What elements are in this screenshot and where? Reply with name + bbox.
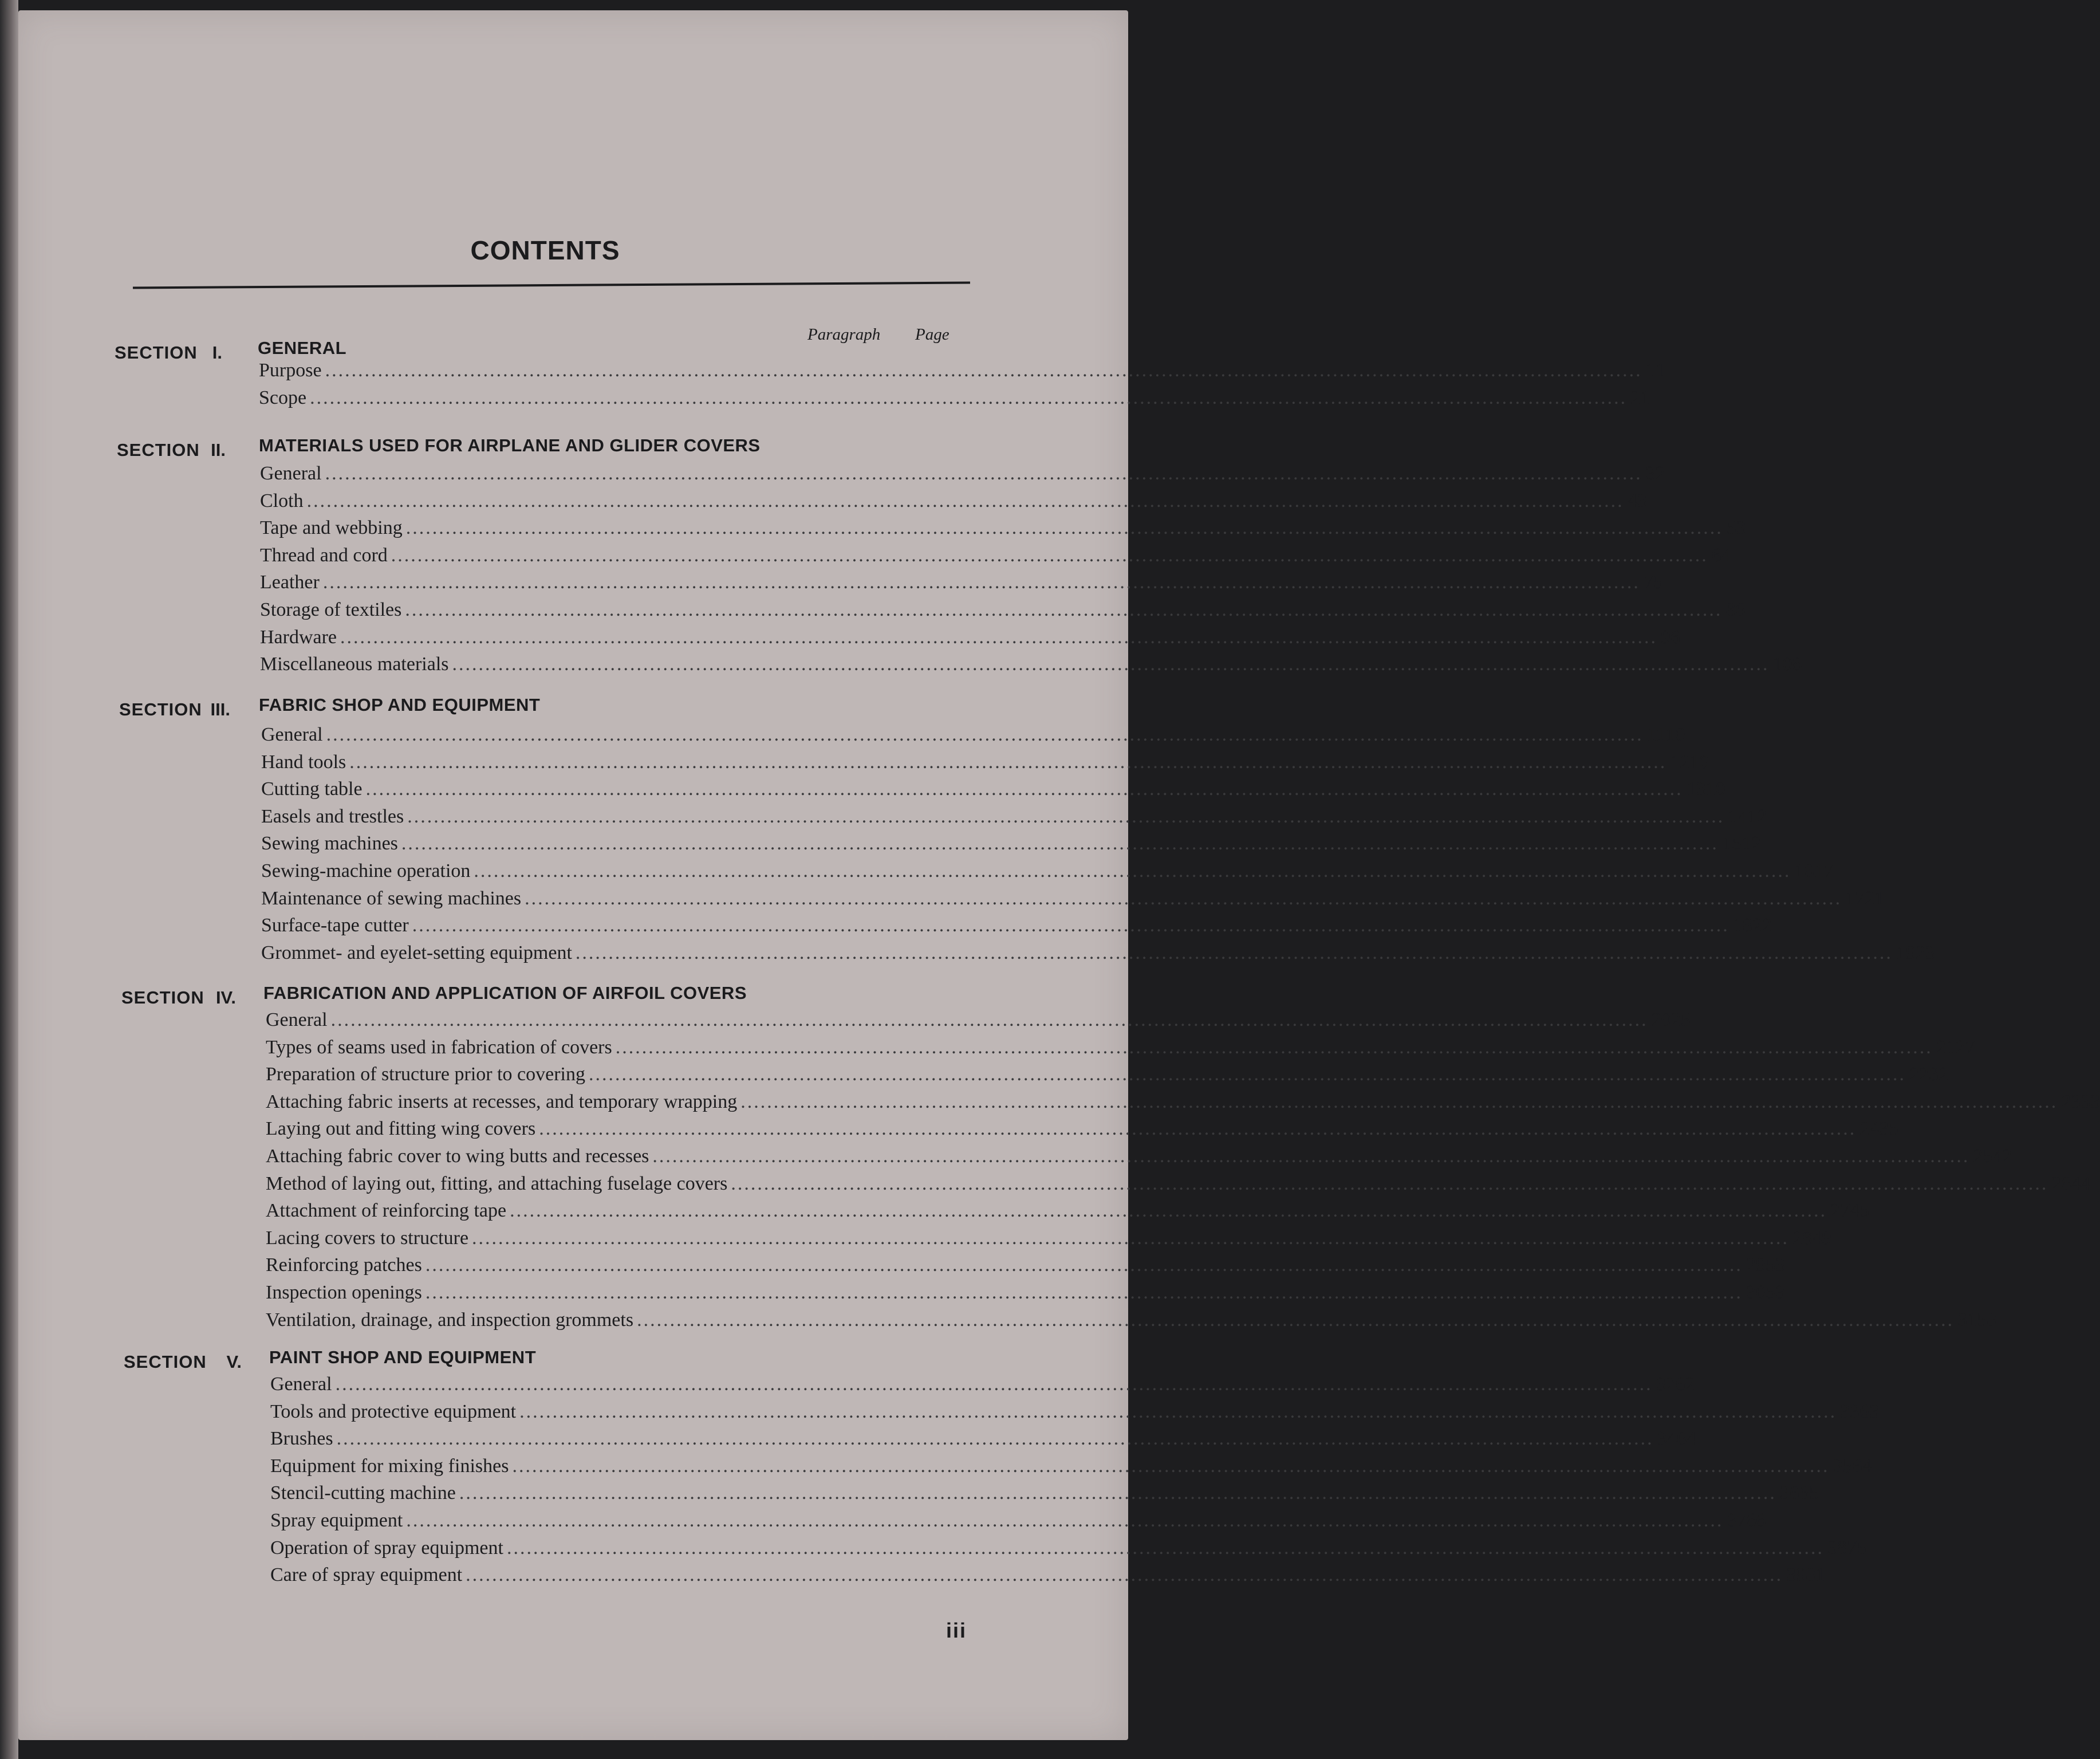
- toc-entry[interactable]: [261, 778, 1725, 804]
- dot-leader: ........................................................................................................................................................................................................: [615, 1036, 1933, 1058]
- toc-entry-page: 1: [1640, 387, 1650, 408]
- dot-leader: ........................................................................................................................................................................................................: [349, 751, 1667, 773]
- toc-entry-page: 65: [1799, 1482, 1819, 1504]
- toc-entry-label: General: [266, 1009, 328, 1030]
- section-label: SECTION: [115, 343, 198, 363]
- toc-entry[interactable]: [259, 360, 1665, 385]
- toc-entry[interactable]: [270, 1482, 1819, 1508]
- toc-entry-label: Stencil-cutting machine: [270, 1482, 456, 1504]
- toc-entry-paragraph: 15: [1721, 833, 1742, 855]
- page-title: CONTENTS: [470, 235, 620, 265]
- toc-entry-label: Grommet- and eyelet-setting equipment: [261, 942, 572, 963]
- dot-leader: ........................................................................................................................................................................................................: [506, 1537, 1824, 1559]
- toc-entry-paragraph: 30: [1746, 1282, 1766, 1303]
- section-title: GENERAL: [258, 338, 347, 358]
- toc-entry-page: 64: [1676, 1428, 1696, 1450]
- toc-entry-label: Sewing-machine operation: [261, 860, 471, 882]
- paragraph-column-header: Paragraph: [807, 325, 881, 344]
- toc-entry-page: 10: [1665, 724, 1685, 745]
- dot-leader: ........................................................................................................................................................................................................: [336, 1428, 1654, 1450]
- toc-entry[interactable]: [260, 654, 1802, 679]
- section-number: IV.: [215, 987, 236, 1008]
- toc-entry-page: 53: [1765, 1282, 1785, 1303]
- toc-entry-paragraph: 21: [1936, 1036, 1956, 1058]
- toc-entry-paragraph: 10: [1772, 654, 1792, 675]
- dot-leader: ........................................................................................................................................................................................................: [326, 724, 1644, 745]
- toc-entry-page: 35: [1879, 1118, 1899, 1140]
- toc-entry-paragraph: 9: [1661, 626, 1671, 648]
- toc-entry-paragraph: 3: [1645, 463, 1656, 484]
- toc-entry[interactable]: [260, 626, 1681, 652]
- toc-entry-page: 10: [1689, 751, 1709, 773]
- dot-leader: ........................................................................................................................................................................................................: [325, 360, 1642, 381]
- dot-leader: ........................................................................................................................................................................................................: [652, 1146, 1970, 1167]
- dot-leader: ........................................................................................................................................................................................................: [306, 490, 1624, 511]
- toc-entry[interactable]: [261, 724, 1685, 749]
- section-label: SECTION: [121, 987, 204, 1008]
- toc-entry[interactable]: [266, 1146, 2012, 1171]
- toc-entry-page: 2: [1655, 463, 1665, 484]
- book-spine-edge: [0, 0, 18, 1759]
- toc-entry-label: General: [261, 724, 323, 745]
- toc-entry-page: 27: [1955, 1036, 1975, 1058]
- title-rule: [133, 282, 970, 289]
- toc-entry[interactable]: [266, 1064, 1948, 1089]
- toc-entry-label: Reinforcing patches: [266, 1254, 422, 1276]
- toc-entry-label: Ventilation, drainage, and inspection grommets: [266, 1309, 634, 1331]
- toc-entry-page: 64: [1852, 1455, 1872, 1477]
- toc-entry-label: Purpose: [259, 360, 322, 381]
- toc-entry-label: Brushes: [270, 1428, 333, 1450]
- toc-entry-page: 23: [1915, 942, 1935, 963]
- toc-entry-label: Laying out and fitting wing covers: [266, 1118, 536, 1140]
- toc-entry[interactable]: [266, 1009, 1691, 1034]
- toc-entry[interactable]: [260, 517, 1746, 542]
- toc-entry-page: 3: [1637, 490, 1647, 511]
- toc-entry[interactable]: [266, 1091, 2100, 1116]
- toc-entry-paragraph: 37: [1727, 1510, 1747, 1531]
- toc-entry-page: 62: [1675, 1374, 1695, 1395]
- dot-leader: ........................................................................................................................................................................................................: [401, 833, 1719, 855]
- toc-entry-label: Cutting table: [261, 778, 363, 800]
- dot-leader: ........................................................................................................................................................................................................: [466, 1564, 1783, 1586]
- section-title: FABRIC SHOP AND EQUIPMENT: [259, 695, 541, 715]
- dot-leader: ........................................................................................................................................................................................................: [588, 1064, 1906, 1085]
- toc-entry-label: Thread and cord: [260, 544, 388, 566]
- toc-entry-page: 17: [1814, 860, 1834, 882]
- toc-entry-paragraph: 28: [1792, 1227, 1813, 1249]
- section-title: FABRICATION AND APPLICATION OF AIRFOIL COVERS: [263, 983, 747, 1003]
- section-label: SECTION: [119, 699, 202, 719]
- toc-entry-label: Sewing machines: [261, 833, 398, 855]
- page-number: iii: [946, 1619, 967, 1642]
- toc-entry[interactable]: [260, 544, 1731, 570]
- dot-leader: ........................................................................................................................................................................................................: [340, 626, 1658, 648]
- dot-leader: ........................................................................................................................................................................................................: [452, 654, 1770, 675]
- toc-entry-paragraph: 6: [1711, 544, 1721, 566]
- toc-entry-label: Care of spray equipment: [270, 1564, 463, 1586]
- toc-entry-label: Cloth: [260, 490, 304, 511]
- dot-leader: ........................................................................................................................................................................................................: [519, 1400, 1837, 1422]
- toc-entry-paragraph: 1: [1645, 360, 1656, 381]
- dot-leader: ........................................................................................................................................................................................................: [412, 915, 1729, 936]
- toc-entry-label: Lacing covers to structure: [266, 1227, 469, 1249]
- toc-entry-label: Preparation of structure prior to covering: [266, 1064, 585, 1085]
- toc-entry[interactable]: [259, 387, 1650, 412]
- section-title: MATERIALS USED FOR AIRPLANE AND GLIDER COVERS: [259, 435, 761, 455]
- dot-leader: ........................................................................................................................................................................................................: [525, 887, 1842, 909]
- toc-entry[interactable]: [260, 490, 1647, 515]
- dot-leader: ........................................................................................................................................................................................................: [731, 1172, 2048, 1194]
- toc-entry-page: 81: [1806, 1564, 1826, 1586]
- toc-entry-paragraph: 7: [1643, 572, 1653, 593]
- toc-entry-paragraph: 16: [1794, 860, 1814, 882]
- toc-entry-paragraph: 35: [1833, 1455, 1853, 1477]
- toc-entry-page: 10: [1705, 778, 1725, 800]
- toc-entry[interactable]: [266, 1118, 1899, 1143]
- dot-leader: ........................................................................................................................................................................................................: [512, 1455, 1830, 1477]
- toc-entry-label: Hardware: [260, 626, 337, 648]
- toc-entry[interactable]: [266, 1254, 1785, 1280]
- toc-entry-page: 32: [1928, 1064, 1948, 1085]
- toc-entry[interactable]: [260, 572, 1663, 597]
- toc-entry-page: 4: [1721, 544, 1731, 566]
- toc-entry-page: 66: [1746, 1510, 1766, 1531]
- dot-leader: ........................................................................................................................................................................................................: [407, 805, 1725, 827]
- toc-entry-label: Types of seams used in fabrication of covers: [266, 1036, 612, 1058]
- section-label: SECTION: [117, 440, 200, 460]
- toc-entry-page: 6: [1670, 626, 1681, 648]
- section-number: III.: [210, 699, 230, 719]
- dot-leader: ........................................................................................................................................................................................................: [472, 1227, 1790, 1249]
- toc-entry-paragraph: 23: [2061, 1091, 2081, 1112]
- toc-entry-paragraph: 27: [1830, 1200, 1850, 1222]
- dot-leader: ........................................................................................................................................................................................................: [325, 463, 1642, 484]
- toc-entry-page: 12: [1741, 833, 1761, 855]
- toc-entry-label: Tape and webbing: [260, 517, 403, 539]
- toc-entry-paragraph: 36: [1779, 1482, 1799, 1504]
- toc-entry[interactable]: [261, 915, 1772, 940]
- toc-entry-paragraph: 20: [1651, 1009, 1671, 1030]
- dot-leader: ........................................................................................................................................................................................................: [322, 572, 1640, 593]
- section-number: I.: [212, 343, 222, 363]
- dot-leader: ........................................................................................................................................................................................................: [405, 599, 1723, 620]
- toc-entry-label: Method of laying out, fitting, and attaching fuselage covers: [266, 1172, 728, 1194]
- toc-entry-paragraph: 17: [1845, 887, 1865, 909]
- toc-entry-page: 33: [2081, 1091, 2100, 1112]
- toc-entry-paragraph: 19: [1896, 942, 1916, 963]
- toc-entry-page: 58: [1977, 1309, 1997, 1331]
- dot-leader: ........................................................................................................................................................................................................: [310, 387, 1628, 408]
- toc-entry[interactable]: [270, 1400, 1880, 1426]
- toc-entry-label: Miscellaneous materials: [260, 654, 449, 675]
- dot-leader: ........................................................................................................................................................................................................: [637, 1309, 1955, 1331]
- toc-entry[interactable]: [270, 1455, 1872, 1481]
- toc-entry[interactable]: [270, 1537, 1866, 1563]
- toc-entry-label: General: [260, 463, 322, 484]
- toc-entry-paragraph: 22: [1909, 1064, 1929, 1085]
- toc-entry-paragraph: 11: [1646, 724, 1666, 745]
- section-number: II.: [211, 440, 226, 460]
- toc-entry-page: 42: [1992, 1146, 2012, 1167]
- toc-entry[interactable]: [266, 1172, 2091, 1198]
- toc-entry[interactable]: [266, 1309, 1997, 1335]
- toc-entry[interactable]: [270, 1510, 1766, 1535]
- dot-leader: ........................................................................................................................................................................................................: [365, 778, 1683, 800]
- dot-leader: ........................................................................................................................................................................................................: [406, 1510, 1724, 1531]
- dot-leader: ........................................................................................................................................................................................................: [474, 860, 1791, 882]
- dot-leader: ........................................................................................................................................................................................................: [330, 1009, 1648, 1030]
- toc-entry-page: 25: [1670, 1009, 1691, 1030]
- toc-entry-label: Equipment for mixing finishes: [270, 1455, 509, 1477]
- toc-entry-paragraph: 39: [1786, 1564, 1806, 1586]
- toc-entry-paragraph: 29: [1746, 1254, 1766, 1276]
- toc-entry[interactable]: [270, 1564, 1826, 1589]
- toc-entry[interactable]: [270, 1374, 1695, 1399]
- toc-entry-page: 12: [1747, 805, 1767, 827]
- toc-entry-label: Operation of spray equipment: [270, 1537, 503, 1559]
- toc-entry-paragraph: 26: [2051, 1172, 2071, 1194]
- toc-entry-page: 8: [1792, 654, 1802, 675]
- toc-entry[interactable]: [261, 751, 1709, 777]
- section-title: PAINT SHOP AND EQUIPMENT: [269, 1347, 537, 1367]
- dot-leader: ........................................................................................................................................................................................................: [740, 1091, 2058, 1112]
- toc-entry-label: Easels and trestles: [261, 805, 404, 827]
- toc-entry-label: Storage of textiles: [260, 599, 402, 620]
- toc-entry-paragraph: 2: [1630, 387, 1641, 408]
- toc-entry[interactable]: [261, 942, 1935, 967]
- toc-entry-paragraph: 31: [1957, 1309, 1977, 1331]
- toc-entry-page: 63: [1859, 1400, 1880, 1422]
- toc-entry[interactable]: [261, 887, 1885, 913]
- toc-entry-paragraph: 25: [1973, 1146, 1993, 1167]
- toc-entry-page: 49: [1812, 1227, 1832, 1249]
- dot-leader: ........................................................................................................................................................................................................: [459, 1482, 1776, 1504]
- toc-entry-paragraph: 33: [1840, 1400, 1860, 1422]
- toc-entry-paragraph: 38: [1827, 1537, 1847, 1559]
- toc-entry[interactable]: [266, 1036, 1975, 1062]
- toc-entry[interactable]: [266, 1200, 1870, 1225]
- toc-entry-label: Attachment of reinforcing tape: [266, 1200, 507, 1222]
- toc-entry-page: 53: [1765, 1254, 1785, 1276]
- toc-entry[interactable]: [261, 860, 1834, 886]
- dot-leader: ........................................................................................................................................................................................................: [539, 1118, 1857, 1140]
- dot-leader: ........................................................................................................................................................................................................: [405, 517, 1723, 539]
- toc-entry-label: Attaching fabric inserts at recesses, and temporary wrapping: [266, 1091, 738, 1112]
- dot-leader: ........................................................................................................................................................................................................: [391, 544, 1708, 566]
- toc-entry-paragraph: 8: [1725, 599, 1736, 620]
- toc-entry[interactable]: [261, 833, 1761, 858]
- toc-entry-label: Inspection openings: [266, 1282, 422, 1303]
- toc-entry-label: Attaching fabric cover to wing butts and recesses: [266, 1146, 649, 1167]
- contents-page: [18, 10, 2100, 1740]
- toc-entry-page: 44: [2071, 1172, 2091, 1194]
- dot-leader: ........................................................................................................................................................................................................: [510, 1200, 1827, 1222]
- toc-entry-label: Leather: [260, 572, 320, 593]
- toc-entry-paragraph: 12: [1670, 751, 1690, 773]
- toc-entry[interactable]: [270, 1428, 1696, 1453]
- dot-leader: ........................................................................................................................................................................................................: [575, 942, 1893, 963]
- toc-entry-page: 6: [1735, 599, 1746, 620]
- dot-leader: ........................................................................................................................................................................................................: [425, 1282, 1743, 1303]
- toc-entry-label: Maintenance of sewing machines: [261, 887, 522, 909]
- toc-entry-page: 45: [1850, 1200, 1870, 1222]
- toc-entry-label: Hand tools: [261, 751, 346, 773]
- toc-entry-label: Surface-tape cutter: [261, 915, 409, 936]
- toc-entry-paragraph: 5: [1726, 517, 1736, 539]
- toc-entry-label: Scope: [259, 387, 307, 408]
- toc-entry-label: General: [270, 1374, 332, 1395]
- toc-entry-page: 75: [1846, 1537, 1866, 1559]
- toc-entry-paragraph: 32: [1656, 1374, 1676, 1395]
- toc-entry-paragraph: 18: [1732, 915, 1752, 936]
- toc-entry-label: Tools and protective equipment: [270, 1400, 517, 1422]
- toc-entry[interactable]: [260, 463, 1665, 488]
- toc-entry[interactable]: [266, 1227, 1832, 1253]
- toc-entry-paragraph: 34: [1657, 1428, 1677, 1450]
- dot-leader: ........................................................................................................................................................................................................: [335, 1374, 1653, 1395]
- toc-entry[interactable]: [261, 805, 1767, 831]
- toc-entry-paragraph: 14: [1728, 805, 1748, 827]
- section-number: V.: [226, 1352, 242, 1372]
- toc-entry-page: 21: [1865, 887, 1885, 909]
- toc-entry-page: 5: [1653, 572, 1663, 593]
- section-label: SECTION: [124, 1352, 207, 1372]
- toc-entry-paragraph: 4: [1627, 490, 1637, 511]
- page-column-header: Page: [915, 325, 949, 344]
- toc-entry[interactable]: [266, 1282, 1785, 1307]
- toc-entry[interactable]: [260, 599, 1746, 624]
- toc-entry-label: Spray equipment: [270, 1510, 403, 1531]
- toc-entry-paragraph: 13: [1686, 778, 1706, 800]
- toc-entry-page: 22: [1752, 915, 1772, 936]
- toc-entry-paragraph: 24: [1859, 1118, 1880, 1140]
- dot-leader: ........................................................................................................................................................................................................: [425, 1254, 1743, 1276]
- toc-entry-page: 3: [1736, 517, 1746, 539]
- toc-entry-page: 1: [1655, 360, 1665, 381]
